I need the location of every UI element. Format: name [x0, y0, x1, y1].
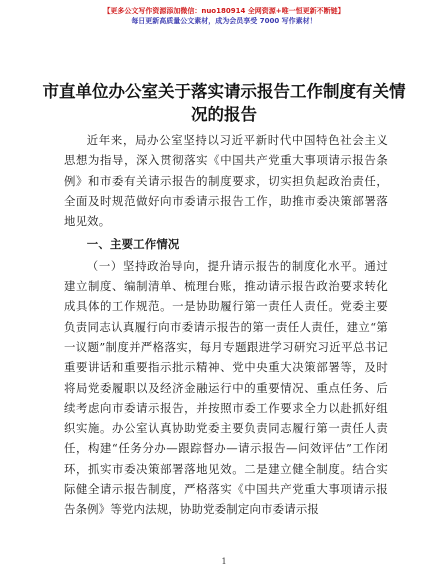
promo-banner — [0, 6, 448, 26]
intro-paragraph: 近年来，局办公室坚持以习近平新时代中国特色社会主义思想为指导，深入贯彻落实《中国共产党重大事项请示报告条例》和市委有关请示报告的制度要求，切实担负起政治责任，全面及时规范做好向市委请示报告工作，助推市委决策部署落地见效。 — [64, 133, 388, 229]
page-number: 1 — [221, 557, 227, 566]
section-heading: 一、主要工作情况 — [86, 237, 180, 252]
document-body — [64, 130, 388, 520]
document-title: 市直单位办公室关于落实请示报告工作制度有关情况的报告 — [42, 82, 406, 124]
promo-line-membership: 每日更新高质量公文素材，成为会员享受 7000 写作素材！ — [131, 17, 317, 25]
body-paragraph: （一）坚持政治导向，提升请示报告的制度化水平。通过建立制度、编制清单、梳理台账，推动请示报告政治要求转化成具体的工作规范。一是协助履行第一责任人责任。党委主要负责同志认真履行向市委请示报告的第一责任人责任，建立“第一议题”制度并严格落实，每月专题跟进学习研究习近平总书记重要讲话和重要指示批示精神、党中央重大决策部署等，及时将局党委履职以及经济金融运行中的重要情况、重点任务、后续考虑向市委请示报告，并按照市委工作要求全力以赴抓好组织实施。办公室认真协助党委主要负责同志履行第一责任人责任，构建“任务分办—跟踪督办—请示报告—问效评估”工作闭环，抓实市委决策部署落地见效。二是建立健全制度。结合实际健全请示报告制度，严格落实《中国共产党重大事项请示报告条例》等党内法规，协助党委制定向市委请示报 — [64, 258, 388, 517]
promo-line-wechat: 【更多公文写作资源添加微信：nuo180914 全网资源+唯一恒更新不断链】 — [103, 7, 345, 15]
